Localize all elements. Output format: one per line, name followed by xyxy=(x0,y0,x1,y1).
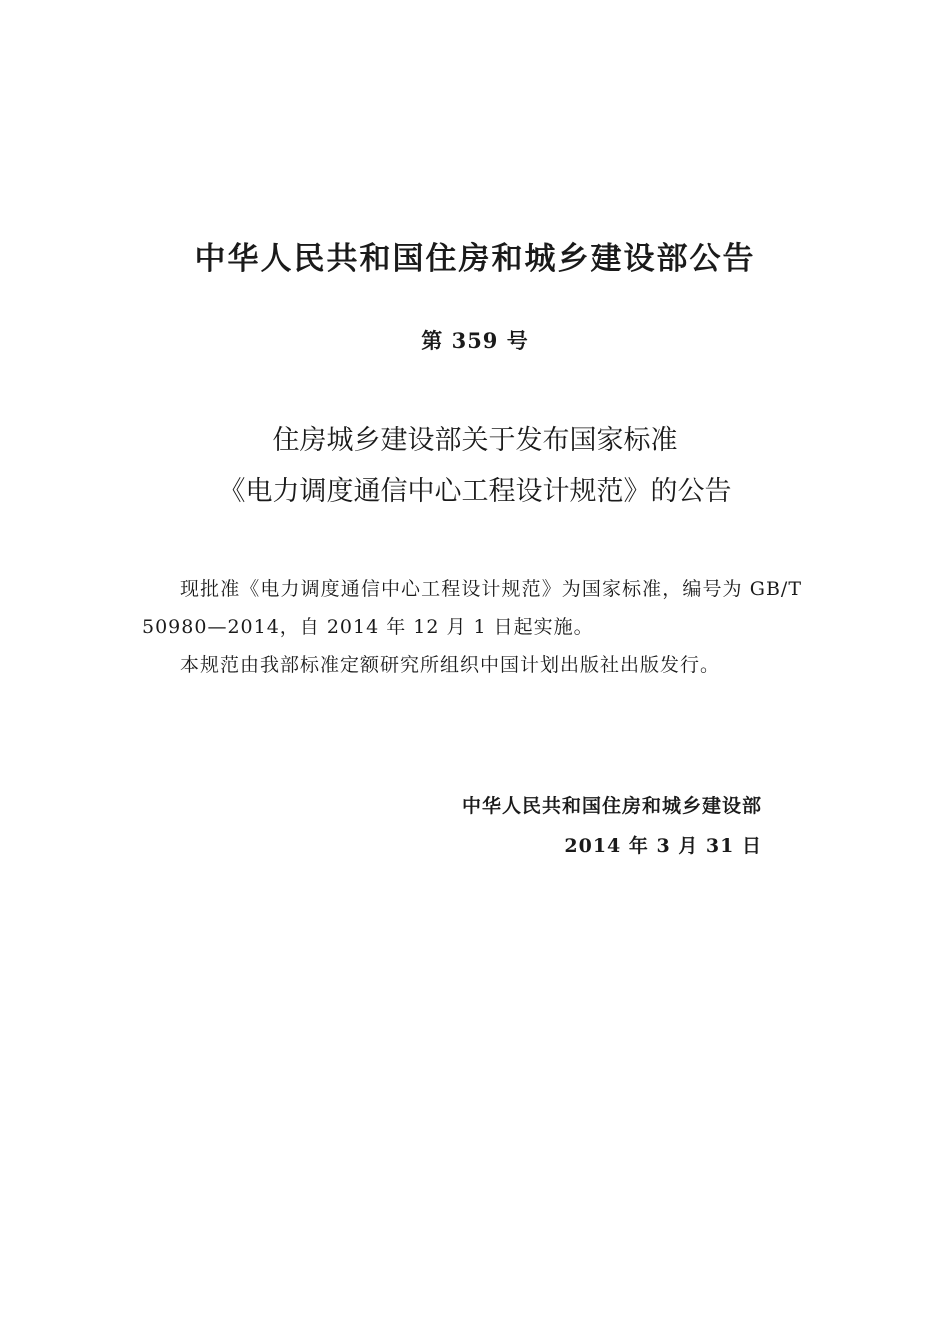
body-paragraph-1: 现批准《电力调度通信中心工程设计规范》为国家标准，编号为 GB/T 50980—2014，自 2014 年 12 月 1 日起实施。 xyxy=(142,578,802,638)
issuer-name: 中华人民共和国住房和城乡建设部 xyxy=(461,795,762,817)
subtitle-line-1: 住房城乡建设部关于发布国家标准 xyxy=(272,425,678,456)
body-paragraph-2: 本规范由我部标准定额研究所组织中国计划出版社出版发行。 xyxy=(180,654,721,676)
announcement-body xyxy=(142,570,802,684)
announcement-subtitle xyxy=(0,415,950,517)
issue-date: 2014 年 3 月 31 日 xyxy=(564,835,762,857)
announcement-number: 第 359 号 xyxy=(421,328,529,353)
announcement-title: 中华人民共和国住房和城乡建设部公告 xyxy=(194,241,756,277)
subtitle-line-2: 《电力调度通信中心工程设计规范》的公告 xyxy=(218,476,732,507)
signature-block xyxy=(462,786,762,866)
